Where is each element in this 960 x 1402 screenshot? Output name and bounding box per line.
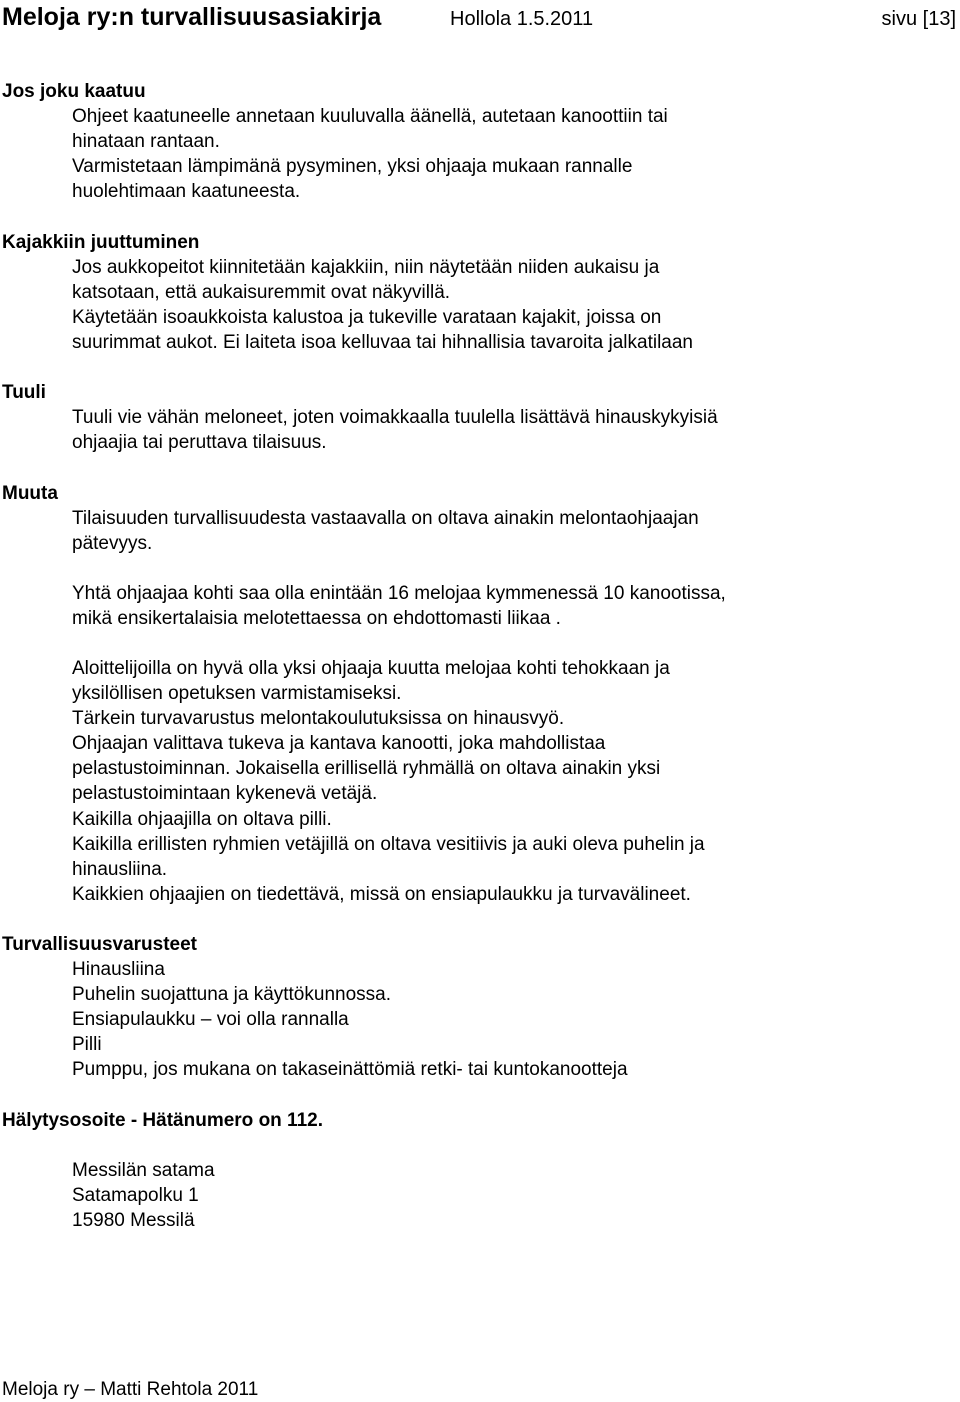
text-line: Ohjaajan valittava tukeva ja kantava kanootti, joka mahdollistaa [72, 733, 606, 754]
text-line: yksilöllisen opetuksen varmistamiseksi. [72, 683, 402, 704]
text-line: Jos aukkopeitot kiinnitetään kajakkiin, niin näytetään niiden aukaisu ja [72, 257, 660, 278]
text-line: hinausliina. [72, 859, 168, 880]
page-header [2, 2, 956, 32]
document-title: Meloja ry:n turvallisuusasiakirja [2, 3, 382, 31]
address-line: Satamapolku 1 [72, 1185, 199, 1206]
text-line: Tuuli vie vähän meloneet, joten voimakkaalla tuulella lisättävä hinauskykyisiä [72, 407, 718, 428]
list-item: Pumppu, jos mukana on takaseinättömiä retki- tai kuntokanootteja [72, 1059, 628, 1080]
section-heading: Hälytysosoite - Hätänumero on 112. [2, 1110, 323, 1131]
text-line: mikä ensikertalaisia melotettaessa on ehdottomasti liikaa . [72, 608, 561, 629]
list-item: Puhelin suojattuna ja käyttökunnossa. [72, 984, 391, 1005]
text-line: suurimmat aukot. Ei laiteta isoa kelluvaa tai hihnallisia tavaroita jalkatilaan [72, 332, 693, 353]
text-line: hinataan rantaan. [72, 131, 220, 152]
list-item: Ensiapulaukku – voi olla rannalla [72, 1009, 349, 1030]
list-item: Hinausliina [72, 959, 165, 980]
text-line: pelastustoimintaan kykenevä vetäjä. [72, 783, 378, 804]
text-line: Yhtä ohjaajaa kohti saa olla enintään 16 melojaa kymmenessä 10 kanootissa, [72, 583, 726, 604]
text-line: pelastustoiminnan. Jokaisella erillisellä ryhmällä on oltava ainakin yksi [72, 758, 661, 779]
text-line: Varmistetaan lämpimänä pysyminen, yksi ohjaaja mukaan rannalle [72, 156, 633, 177]
page-number: sivu [13] [881, 8, 956, 30]
place-date: Hollola 1.5.2011 [450, 8, 594, 30]
address-line: 15980 Messilä [72, 1210, 195, 1231]
section-heading: Tuuli [2, 382, 46, 403]
text-line: Ohjeet kaatuneelle annetaan kuuluvalla äänellä, autetaan kanoottiin tai [72, 106, 668, 127]
text-line: Tilaisuuden turvallisuudesta vastaavalla on oltava ainakin melontaohjaajan [72, 508, 699, 529]
text-line: Kaikilla erillisten ryhmien vetäjillä on oltava vesitiivis ja auki oleva puhelin ja [72, 834, 705, 855]
text-line: huolehtimaan kaatuneesta. [72, 181, 301, 202]
text-line: ohjaajia tai peruttava tilaisuus. [72, 432, 327, 453]
text-line: Aloittelijoilla on hyvä olla yksi ohjaaja kuutta melojaa kohti tehokkaan ja [72, 658, 670, 679]
page-footer: Meloja ry – Matti Rehtola 2011 [2, 1379, 259, 1400]
section-heading: Turvallisuusvarusteet [2, 934, 198, 955]
text-line: Käytetään isoaukkoista kalustoa ja tukeville varataan kajakit, joissa on [72, 307, 662, 328]
text-line: Kaikilla ohjaajilla on oltava pilli. [72, 809, 332, 830]
text-line: Tärkein turvavarustus melontakoulutuksissa on hinausvyö. [72, 708, 565, 729]
text-line: katsotaan, että aukaisuremmit ovat näkyvillä. [72, 282, 451, 303]
section-heading: Kajakkiin juuttuminen [2, 232, 200, 253]
list-item: Pilli [72, 1034, 102, 1055]
text-line: pätevyys. [72, 533, 153, 554]
section-heading: Muuta [2, 483, 58, 504]
section-heading: Jos joku kaatuu [2, 81, 146, 102]
address-line: Messilän satama [72, 1160, 215, 1181]
text-line: Kaikkien ohjaajien on tiedettävä, missä on ensiapulaukku ja turvavälineet. [72, 884, 691, 905]
